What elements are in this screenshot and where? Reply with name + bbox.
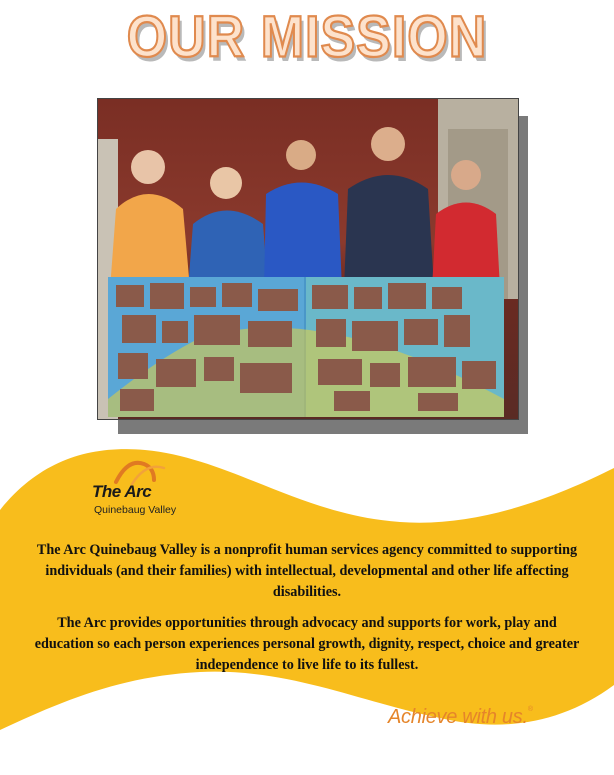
- group-photo: [97, 98, 519, 420]
- tagline: [388, 706, 533, 729]
- registered-mark: ®: [527, 706, 533, 713]
- arc-logo: [86, 456, 196, 526]
- mission-paragraph-1: The Arc Quinebaug Valley is a nonprofit human services agency committed to supporting individuals (and their families) with intellectual, developmental and other life affecting disabilities.: [36, 542, 578, 600]
- page-title: OUR MISSION: [126, 5, 488, 71]
- logo-name: The Arc: [92, 482, 152, 501]
- tagline-text: Achieve with us.: [388, 706, 528, 728]
- mission-paragraph-2: The Arc provides opportunities through advocacy and supports for work, play and education so each person experiences personal growth, dignity, respect, choice and greater independence to live life to its fullest.: [34, 615, 580, 673]
- logo-subtitle: Quinebaug Valley: [94, 504, 177, 516]
